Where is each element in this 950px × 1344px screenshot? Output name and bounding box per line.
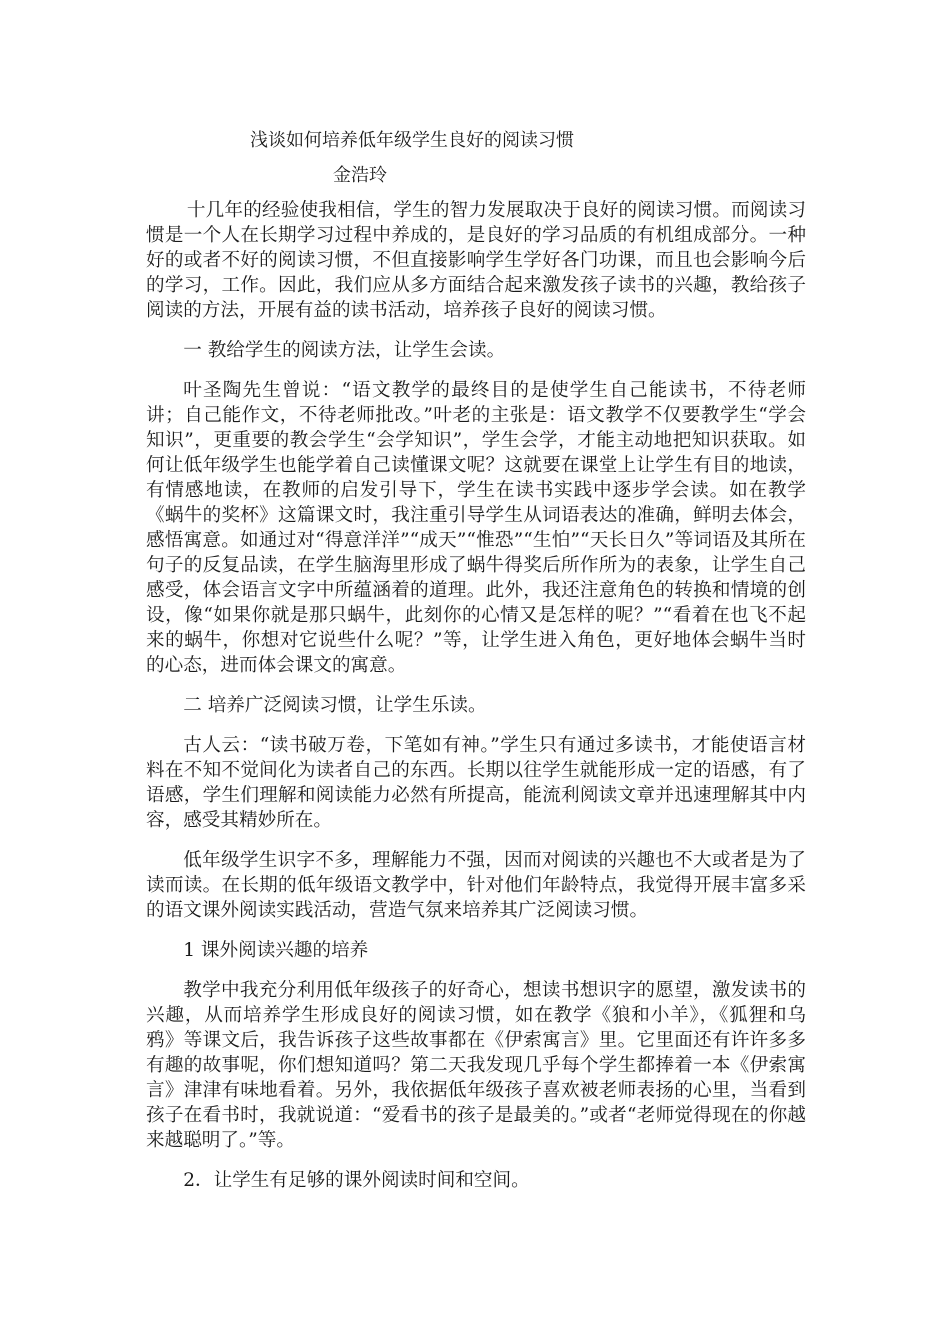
document-title: 浅谈如何培养低年级学生良好的阅读习惯	[250, 130, 574, 151]
document-author: 金浩玲	[333, 165, 387, 186]
section-heading-1: 一 教给学生的阅读方法，让学生会读。	[183, 340, 506, 361]
paragraph-reading-method: 叶圣陶先生曾说：“语文教学的最终目的是使学生自己能读书，不待老师讲；自己能作文，不待老师批改。”叶老的主张是：语文教学不仅要教学生“学会知识”，更重要的教会学生“会学知识”，学生会学，才能主动地把知识获取。如何让低年级学生也能学着自己读懂课文呢？这就要在课堂上让学生有目的地读，有情感地读，在教师的启发引导下，学生在读书实践中逐步学会读。如在教学《蜗牛的奖杯》这篇课文时，我注重引导学生从词语表达的准确，鲜明去体会，感悟寓意。如通过对“得意洋洋”“成天”“惟恐”“生怕”“天长日久”等词语及其所在句子的反复品读，在学生脑海里形成了蜗牛得奖后所作所为的表象，让学生自己感受，体会语言文字中所蕴涵着的道理。此外，我还注意角色的转换和情境的创设，像“如果你就是那只蜗牛，此刻你的心情又是怎样的呢？”“看着在也飞不起来的蜗牛，你想对它说些什么呢？”等，让学生进入角色，更好地体会蜗牛当时的心态，进而体会课文的寓意。	[146, 380, 806, 676]
section-heading-2: 二 培养广泛阅读习惯，让学生乐读。	[183, 695, 487, 716]
paragraph-ancient-saying: 古人云：“读书破万卷，下笔如有神。”学生只有通过多读书，才能使语言材料在不知不觉间化为读者自己的东西。长期以往学生就能形成一定的语感，有了语感，学生们理解和阅读能力必然有所提高，能流利阅读文章并迅速理解其中内容，感受其精妙所在。	[146, 735, 806, 831]
paragraph-interest-cultivation: 教学中我充分利用低年级孩子的好奇心，想读书想识字的愿望，激发读书的兴趣，从而培养学生形成良好的阅读习惯，如在教学《狼和小羊》，《狐狸和乌鸦》等课文后，我告诉孩子这些故事都在《伊索寓言》里。它里面还有许许多多有趣的故事呢，你们想知道吗？第二天我发现几乎每个学生都捧着一本《伊索寓言》津津有味地看着。另外，我依据低年级孩子喜欢被老师表扬的心里，当看到孩子在看书时，我就说道：“爱看书的孩子是最美的。”或者“老师觉得现在的你越来越聪明了。”等。	[146, 980, 806, 1151]
paragraph-intro: 十几年的经验使我相信，学生的智力发展取决于良好的阅读习惯。而阅读习惯是一个人在长期学习过程中养成的，是良好的学习品质的有机组成部分。一种好的或者不好的阅读习惯，不但直接影响学生学好各门功课，而且也会影响今后的学习，工作。因此，我们应从多方面结合起来激发孩子读书的兴趣，教给孩子阅读的方法，开展有益的读书活动，培养孩子良好的阅读习惯。	[146, 200, 806, 321]
subsection-heading-2: 2．让学生有足够的课外阅读时间和空间。	[183, 1170, 530, 1191]
paragraph-low-grade-students: 低年级学生识字不多，理解能力不强，因而对阅读的兴趣也不大或者是为了读而读。在长期的低年级语文教学中，针对他们年龄特点，我觉得开展丰富多采的语文课外阅读实践活动，营造气氛来培养其广泛阅读习惯。	[146, 850, 806, 921]
subsection-heading-1: 1 课外阅读兴趣的培养	[183, 940, 369, 961]
document-body	[146, 198, 806, 1208]
